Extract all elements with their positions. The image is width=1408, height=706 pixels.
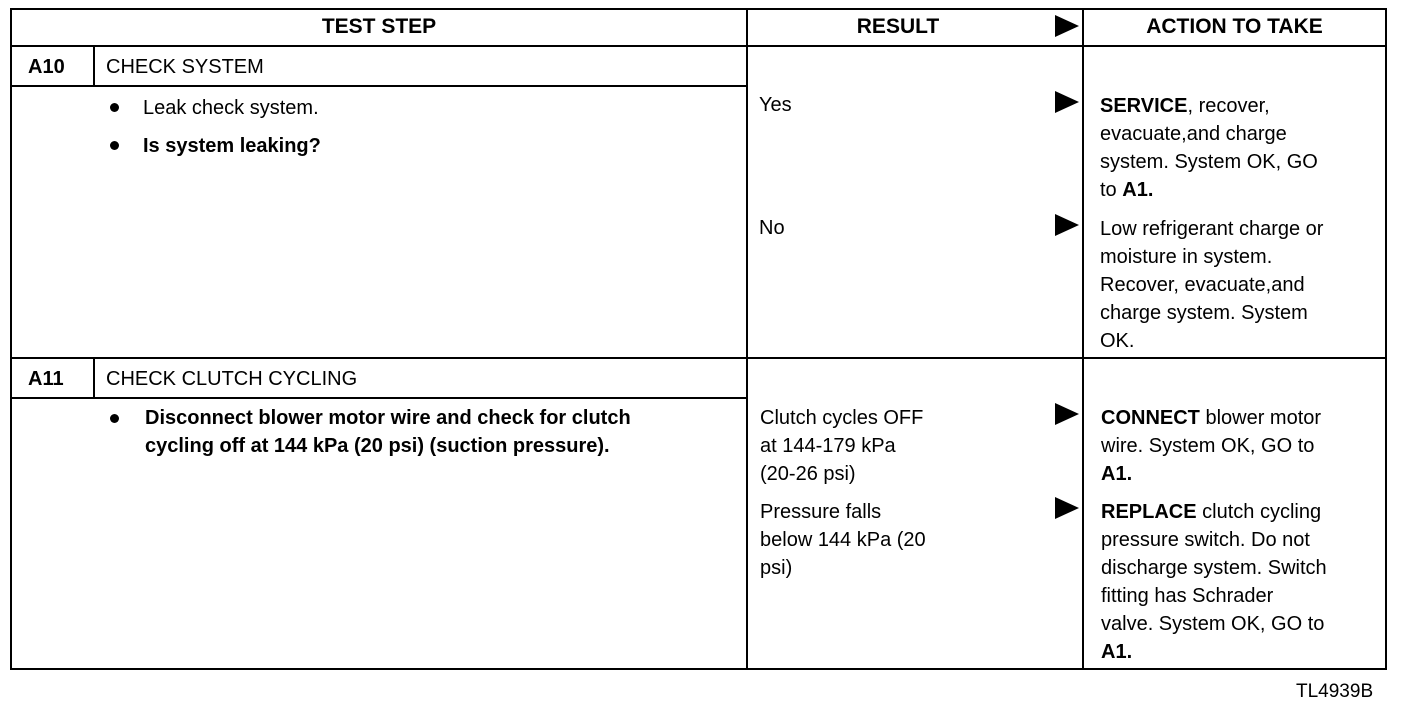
a10-result-yes: Yes [759, 94, 792, 116]
a10-yes-action-line-2: evacuate,and charge [1100, 123, 1287, 145]
a10-yes-action-line-1 [1100, 92, 1270, 120]
a10-title-underline [10, 85, 747, 87]
result-arrow-icon [1055, 91, 1079, 113]
a10-no-action-line-4: charge system. System [1100, 302, 1308, 324]
a11-action-2-line-2: pressure switch. Do not [1101, 529, 1310, 551]
result-arrow-icon [1055, 497, 1079, 519]
a10-bullet-1: Leak check system. [143, 97, 319, 119]
a10-no-action-line-1: Low refrigerant charge or [1100, 218, 1324, 240]
a11-action-1-step-ref: A1. [1101, 463, 1133, 485]
action-text: to [1100, 179, 1123, 201]
bullet-icon [110, 141, 119, 150]
header-test-step: TEST STEP [321, 15, 437, 38]
result-arrow-icon [1055, 214, 1079, 236]
a11-result-2-line-2: below 144 kPa (20 [760, 529, 926, 551]
step-title-a10: CHECK SYSTEM [106, 56, 264, 78]
action-keyword: CONNECT [1101, 407, 1200, 429]
a11-bullet-line-1: Disconnect blower motor wire and check for clutch [145, 407, 631, 429]
a10-no-action-line-3: Recover, evacuate,and [1100, 274, 1305, 296]
a11-result-1-line-1: Clutch cycles OFF [760, 407, 924, 429]
a11-result-1-line-3: (20-26 psi) [760, 463, 856, 485]
action-step-ref: A1. [1122, 179, 1154, 201]
a10-no-action-line-2: moisture in system. [1100, 246, 1273, 268]
bullet-icon [110, 103, 119, 112]
a11-action-2-line-4: fitting has Schrader [1101, 585, 1274, 607]
a11-action-1-line-1 [1101, 404, 1321, 432]
action-keyword: SERVICE [1100, 95, 1188, 117]
a11-bullet-line-2: cycling off at 144 kPa (20 psi) (suction pressure). [145, 435, 610, 457]
action-text: blower motor [1199, 407, 1322, 429]
action-text: clutch cycling [1196, 501, 1322, 523]
figure-code: TL4939B [1296, 681, 1374, 702]
a11-action-2-line-3: discharge system. Switch [1101, 557, 1327, 579]
table-left-border [10, 8, 12, 670]
header-action: ACTION TO TAKE [1146, 15, 1323, 38]
a11-action-2-step-ref: A1. [1101, 641, 1133, 663]
a11-title-underline [10, 397, 747, 399]
header-result: RESULT [856, 15, 940, 38]
result-arrow-icon [1055, 403, 1079, 425]
table-right-border [1385, 8, 1387, 670]
a10-yes-action-line-4 [1100, 176, 1153, 204]
a10-no-action-line-5: OK. [1100, 330, 1135, 352]
a11-id-divider [93, 358, 95, 398]
a11-action-2-line-1 [1101, 498, 1321, 526]
step-id-a11: A11 [28, 368, 64, 390]
header-arrow-icon [1055, 15, 1079, 37]
header-bottom-border [10, 45, 1386, 47]
a10-row-bottom-border [10, 357, 1386, 359]
a11-result-2-line-1: Pressure falls [760, 501, 882, 523]
a10-yes-action-line-3: system. System OK, GO [1100, 151, 1318, 173]
table-bottom-border [10, 668, 1386, 670]
a11-action-2-line-5: valve. System OK, GO to [1101, 613, 1325, 635]
action-text: , recover, [1187, 95, 1270, 117]
a11-action-1-line-2: wire. System OK, GO to [1101, 435, 1315, 457]
step-title-a11: CHECK CLUTCH CYCLING [106, 368, 358, 390]
step-id-a10: A10 [28, 56, 65, 78]
result-action-divider [1082, 8, 1084, 670]
bullet-icon [110, 414, 119, 423]
a10-id-divider [93, 46, 95, 86]
a11-result-2-line-3: psi) [760, 557, 793, 579]
a11-result-1-line-2: at 144-179 kPa [760, 435, 896, 457]
a10-bullet-2: Is system leaking? [143, 135, 321, 157]
action-keyword: REPLACE [1101, 501, 1197, 523]
a10-result-no: No [759, 217, 785, 239]
step-result-divider [746, 8, 748, 670]
